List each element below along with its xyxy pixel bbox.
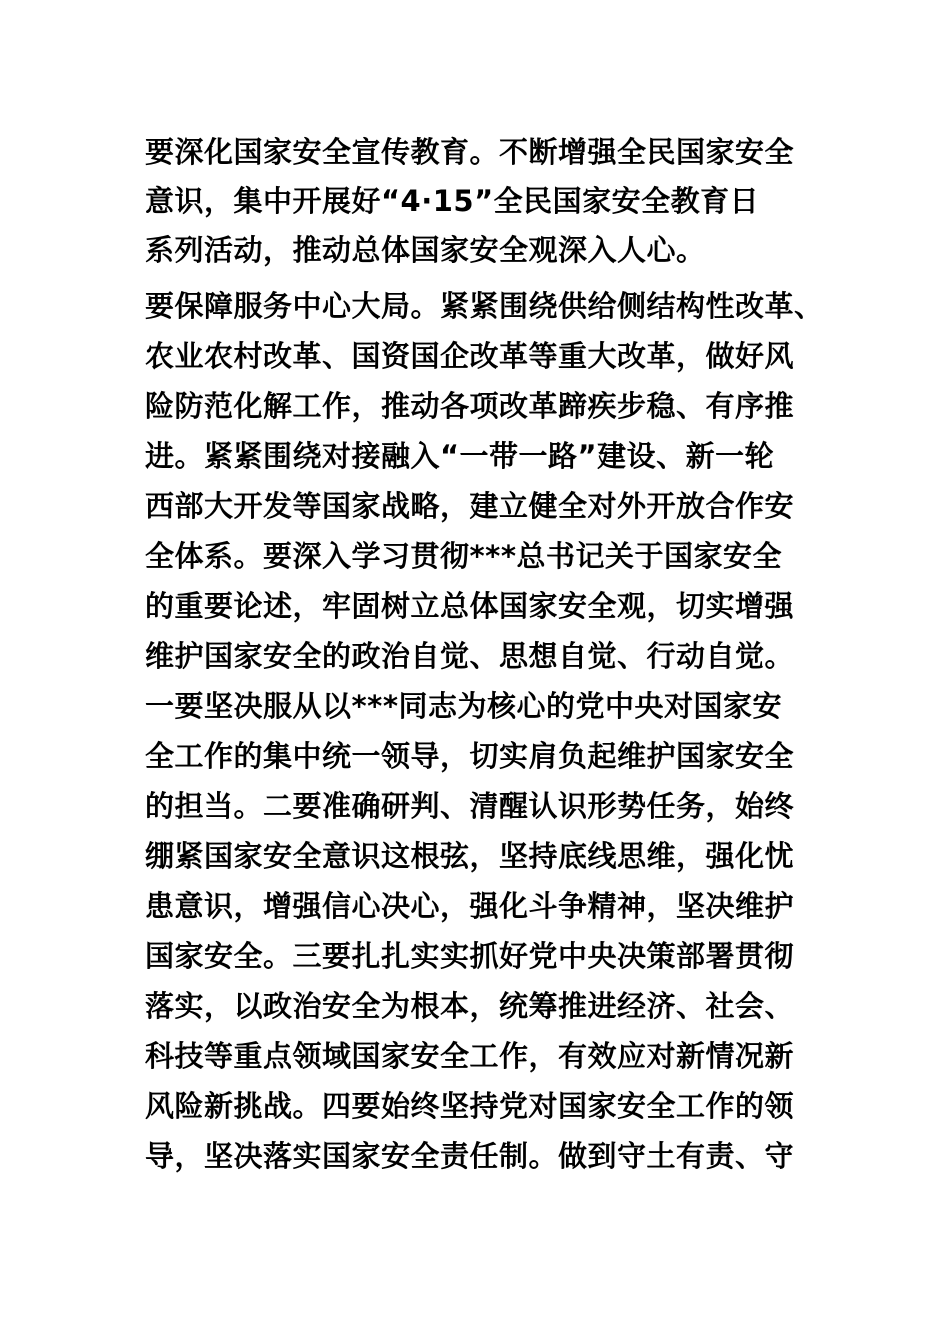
text-line: 绷紧国家安全意识这根弦，坚持底线思维，强化忧 [145, 839, 795, 873]
text-line: 要深化国家安全宣传教育。不断增强全民国家安全 [145, 135, 795, 169]
text-line: 国家安全。三要扎扎实实抓好党中央决策部署贯彻 [145, 939, 795, 973]
text-line: 导，坚决落实国家安全责任制。做到守土有责、守 [145, 1139, 795, 1173]
text-line: 意识，集中开展好“4·15”全民国家安全教育日 [145, 184, 760, 218]
text-line: 农业农村改革、国资国企改革等重大改革，做好风 [145, 339, 795, 373]
text-line: 一要坚决服从以***同志为核心的党中央对国家安 [145, 689, 782, 723]
text-line: 落实，以政治安全为根本，统筹推进经济、社会、 [145, 989, 795, 1023]
text-line: 要保障服务中心大局。紧紧围绕供给侧结构性改革、 [145, 289, 824, 323]
text-line: 全体系。要深入学习贯彻***总书记关于国家安全 [145, 539, 782, 573]
text-line: 进。紧紧围绕对接融入“一带一路”建设、新一轮 [145, 439, 775, 473]
text-line: 西部大开发等国家战略，建立健全对外开放合作安 [145, 489, 795, 523]
text-line: 科技等重点领域国家安全工作，有效应对新情况新 [145, 1039, 795, 1073]
text-line: 系列活动，推动总体国家安全观深入人心。 [145, 233, 706, 267]
text-line: 的担当。二要准确研判、清醒认识形势任务，始终 [145, 789, 795, 823]
text-line: 全工作的集中统一领导，切实肩负起维护国家安全 [145, 739, 795, 773]
text-line: 险防范化解工作，推动各项改革蹄疾步稳、有序推 [145, 389, 795, 423]
text-line: 维护国家安全的政治自觉、思想自觉、行动自觉。 [145, 639, 795, 673]
text-line: 风险新挑战。四要始终坚持党对国家安全工作的领 [145, 1089, 795, 1123]
text-line: 的重要论述，牢固树立总体国家安全观，切实增强 [145, 589, 795, 623]
text-line: 患意识，增强信心决心，强化斗争精神，坚决维护 [145, 889, 795, 923]
